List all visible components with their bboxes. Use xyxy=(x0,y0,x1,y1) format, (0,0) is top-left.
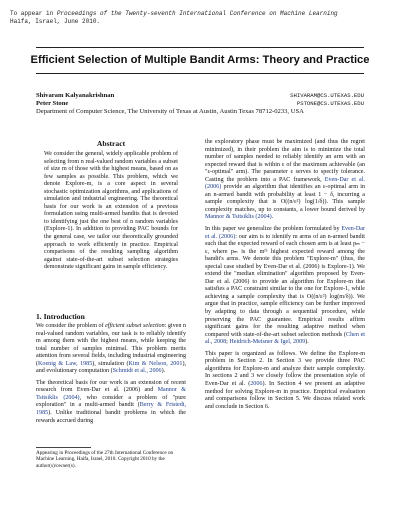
citation-link[interactable]: Berry & Fristedt, 1985 xyxy=(36,402,186,417)
citation-link[interactable]: Schmidt et al., 2006 xyxy=(112,368,162,375)
paragraph: the exploratory phase must be maximized (and thus the regret minimized), in their problem the aim is to minimize the total number of samples needed to reliably identify an arm with an expected reward that is within ε of the maximum achievable (an "ε-optimal" arm). The parameter ε serves to specify tolerance. Casting the problem into a PAC framework, Even-Dar et al. (2006) provide an algorithm that identifies an ε-optimal arm in an n-armed bandit with probability at least 1 − δ, incurring a sample complexity that is O((n/ε²) log(1/δ)). This sample complexity matches, up to constants, a lower bound derived by Mannor & Tsitsiklis (2004). xyxy=(205,139,365,221)
citation-link[interactable]: Chen et al., 2008 xyxy=(205,331,365,346)
appearance-note xyxy=(10,10,338,25)
abstract-text: We consider the general, widely applicable problem of selecting from n real-valued random variables a subset of size m of those with the highest means, based on as few samples as possible. This problem, which we denote Explore-m, is a core aspect in several stochastic optimization algorithms, and applications of simulation and industrial engineering. The theoretical basis for our work is an extension of a previous formulation using multi-armed bandits that is devoted to identifying just the one best of n random variables (Explore-1). In addition to providing PAC bounds for the general case, we tailor our theoretically grounded approach to work efficiently in practice. Empirical comparisons of the resulting sampling algorithm against state-of-the-art subset selection strategies demonstrate significant gains in sample efficiency. xyxy=(44,151,178,271)
citation-link[interactable]: Even-Dar et al. (2006) xyxy=(205,176,365,191)
appearance-line-1: To appear in Proceedings of the Twenty-seventh International Conference on Machine Learning xyxy=(10,10,338,17)
title-rule-bottom xyxy=(36,73,364,74)
author-name: Shivaram Kalyanakrishnan xyxy=(36,92,115,99)
footnote: Appearing in Proceedings of the 27th International Conference on Machine Learning, Haifa, Israel, 2010. Copyright 2010 by the author(s)/owner(s). xyxy=(36,450,174,469)
appearance-line-2: Haifa, Israel, June 2010. xyxy=(10,17,101,25)
citation-link[interactable]: Kim & Nelson, 2001 xyxy=(128,360,183,367)
title-rule-top xyxy=(36,47,364,48)
paper-title: Efficient Selection of Multiple Bandit Arms: Theory and Practice xyxy=(30,54,370,66)
citation-link[interactable]: Even-Dar et al. (2006) xyxy=(205,226,365,240)
right-column xyxy=(205,139,365,415)
section-heading-introduction: 1. Introduction xyxy=(36,312,85,321)
paragraph: The theoretical basis for our work is an extension of recent research from Even-Dar et al. (2006) and Mannor & Tsitsiklis (2004), who consider a problem of "pure exploration" in a multi-armed bandit (Berry & Fristedt, 1985). Unlike traditional bandit problems in which the rewards accrued during xyxy=(36,379,186,424)
citation-link[interactable]: Mannor & Tsitsiklis (2004) xyxy=(36,387,186,401)
footnote-rule xyxy=(36,447,91,448)
citation-link[interactable]: Heidrich-Meisner & Igel, 2009 xyxy=(229,339,306,346)
author-block xyxy=(36,92,364,116)
introduction-left-column xyxy=(36,323,186,429)
citation-link[interactable]: Mannor & Tsitsiklis (2004) xyxy=(205,214,272,221)
affiliation: Department of Computer Science, The University of Texas at Austin, Austin Texas 78712-0233, USA xyxy=(36,108,304,115)
paragraph: This paper is organized as follows. We define the Explore-m problem in Section 2. In Section 3 we provide three PAC algorithms for Explore-m and analyze their sample complexity. In sections 2 and 3 we closely follow the presentation style of Even-Dar et al. (2006). In Section 4 we present an adaptive method for solving Explore-m in practice. Empirical evaluation and comparisons follow in Section 5. We discuss related work and conclude in Section 6. xyxy=(205,350,365,410)
paragraph: In this paper we generalize the problem formulated by Even-Dar et al. (2006): our aim is to identify m arms of an n-armed bandit such that the expected reward of each chosen arm is at least pₘ − ε, where pₘ is the mᵗʰ highest expected reward among the bandit's arms. We denote this problem "Explore-m" (thus, the special case studied by Even-Dar et al. (2006) is Explore-1). We extend the "median elimination" algorithm proposed by Even-Dar et al. (2006) to provide an algorithm for Explore-m that satisfies a PAC constraint similar to the one for Explore-1, while achieving a sample complexity that is O((n/ε²) log(m/δ)). We argue that in practice, sample efficiency can be further improved by adapting to data through a sequential procedure, while preserving the PAC guarantee. Empirical results affirm significant gains for the resulting adaptive method when compared with state-of-the-art subset selection methods (Chen et al., 2008; Heidrich-Meisner & Igel, 2009). xyxy=(205,226,365,346)
author-row xyxy=(36,100,364,108)
citation-link[interactable]: Koenig & Law, 1985 xyxy=(38,360,93,367)
author-email: PSTONE@CS.UTEXAS.EDU xyxy=(296,100,364,107)
author-email: SHIVARAM@CS.UTEXAS.EDU xyxy=(290,92,364,99)
author-row xyxy=(36,92,364,100)
abstract-heading: Abstract xyxy=(96,139,126,148)
paragraph: We consider the problem of efficient subset selection: given n real-valued random variables, our task is to reliably identify m among them with the highest means, while keeping the total number of samples minimal. This problem merits attention from several fields, including industrial engineering (Koenig & Law, 1985), simulation (Kim & Nelson, 2001), and evolutionary computation (Schmidt et al., 2006). xyxy=(36,323,186,375)
author-name: Peter Stone xyxy=(36,100,69,107)
citation-link[interactable]: 2006 xyxy=(250,380,263,387)
